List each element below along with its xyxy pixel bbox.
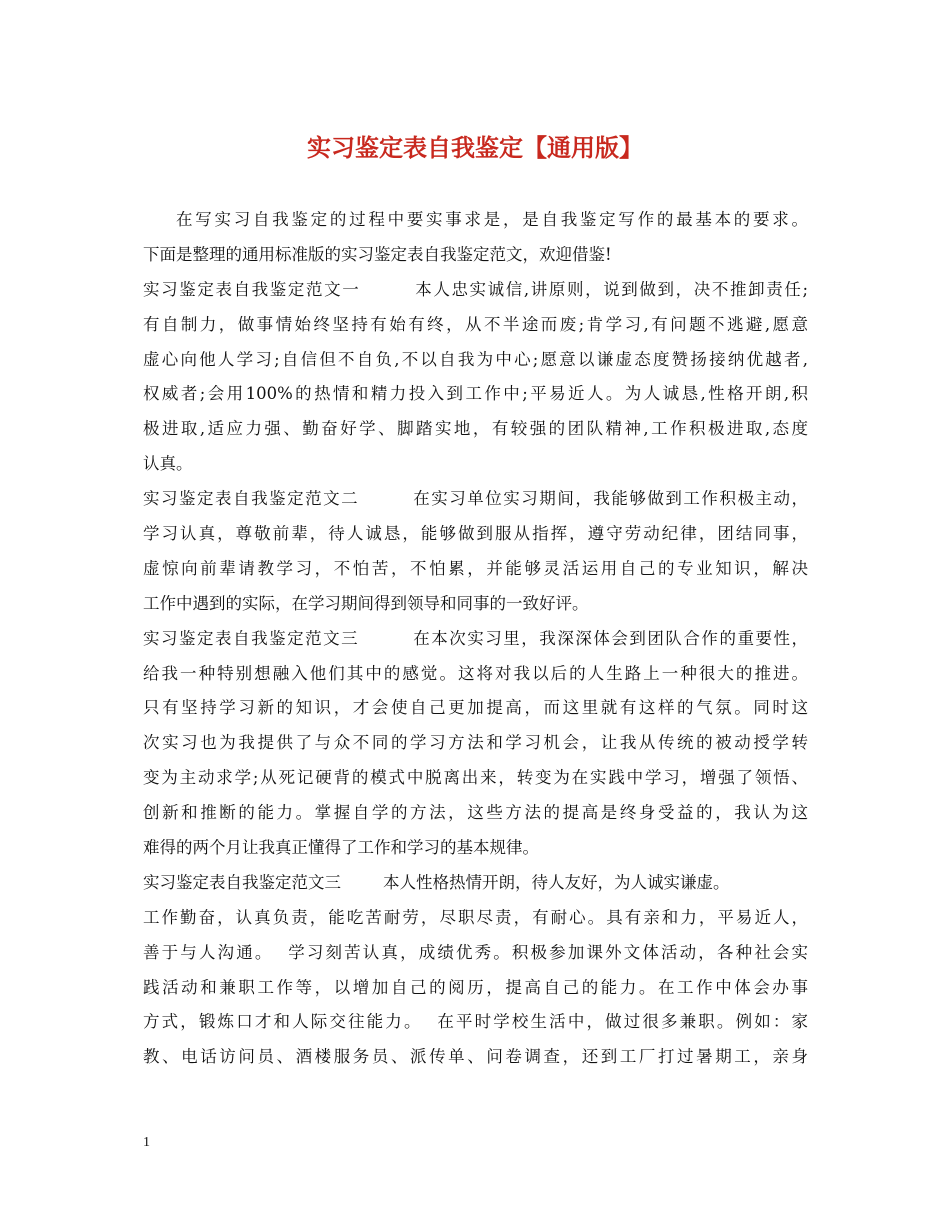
document-title: 实习鉴定表自我鉴定【通用版】 — [307, 133, 643, 162]
body-line: 次实习也为我提供了与众不同的学习方法和学习机会，让我从传统的被动授学转 — [143, 733, 808, 753]
body-line: 实习鉴定表自我鉴定范文二 在实习单位实习期间，我能够做到工作积极主动， — [143, 489, 808, 509]
page-number: 1 — [143, 1135, 150, 1150]
body-line: 学习认真，尊敬前辈，待人诚恳，能够做到服从指挥，遵守劳动纪律，团结同事， — [143, 524, 808, 544]
body-line: 权威者;会用100%的热情和精力投入到工作中;平易近人。为人诚恳,性格开朗,积 — [143, 384, 808, 404]
body-line: 虚心向他人学习;自信但不自负,不以自我为中心;愿意以谦虚态度赞扬接纳优越者, — [143, 349, 808, 369]
body-line: 教、电话访问员、酒楼服务员、派传单、问卷调查，还到工厂打过暑期工，亲身 — [143, 1047, 808, 1067]
body-line: 实习鉴定表自我鉴定范文三 本人性格热情开朗，待人友好，为人诚实谦虚。 — [143, 872, 730, 892]
document-body — [143, 203, 808, 1075]
body-line: 实习鉴定表自我鉴定范文三 在本次实习里，我深深体会到团队合作的重要性， — [143, 628, 808, 648]
body-line: 认真。 — [143, 454, 193, 474]
body-line: 方式，锻炼口才和人际交往能力。 在平时学校生活中，做过很多兼职。例如：家 — [143, 1012, 808, 1032]
body-line: 践活动和兼职工作等，以增加自己的阅历，提高自己的能力。在工作中体会办事 — [143, 977, 808, 997]
body-line: 下面是整理的通用标准版的实习鉴定表自我鉴定范文，欢迎借鉴! — [143, 244, 612, 264]
body-line: 难得的两个月让我真正懂得了工作和学习的基本规律。 — [143, 838, 539, 858]
body-line: 在写实习自我鉴定的过程中要实事求是，是自我鉴定写作的最基本的要求。 — [176, 210, 808, 229]
body-line: 善于与人沟通。 学习刻苦认真，成绩优秀。积极参加课外文体活动，各种社会实 — [143, 942, 808, 962]
body-line: 给我一种特别想融入他们其中的感觉。这将对我以后的人生路上一种很大的推进。 — [143, 663, 808, 683]
body-line: 极进取,适应力强、勤奋好学、脚踏实地，有较强的团队精神,工作积极进取,态度 — [143, 419, 808, 439]
body-line: 虚惊向前辈请教学习，不怕苦，不怕累，并能够灵活运用自己的专业知识，解决 — [143, 558, 808, 578]
body-line: 变为主动求学;从死记硬背的模式中脱离出来，转变为在实践中学习，增强了领悟、 — [143, 768, 808, 788]
body-line: 工作中遇到的实际，在学习期间得到领导和同事的一致好评。 — [143, 593, 589, 613]
body-line: 创新和推断的能力。掌握自学的方法，这些方法的提高是终身受益的，我认为这 — [143, 803, 808, 823]
body-line: 只有坚持学习新的知识，才会使自己更加提高，而这里就有这样的气氛。同时这 — [143, 698, 808, 718]
body-line: 实习鉴定表自我鉴定范文一 本人忠实诚信,讲原则，说到做到，决不推卸责任; — [143, 279, 808, 299]
body-line: 有自制力，做事情始终坚持有始有终，从不半途而废;肯学习,有问题不逃避,愿意 — [143, 314, 808, 334]
body-line: 工作勤奋，认真负责，能吃苦耐劳，尽职尽责，有耐心。具有亲和力，平易近人， — [143, 907, 808, 927]
